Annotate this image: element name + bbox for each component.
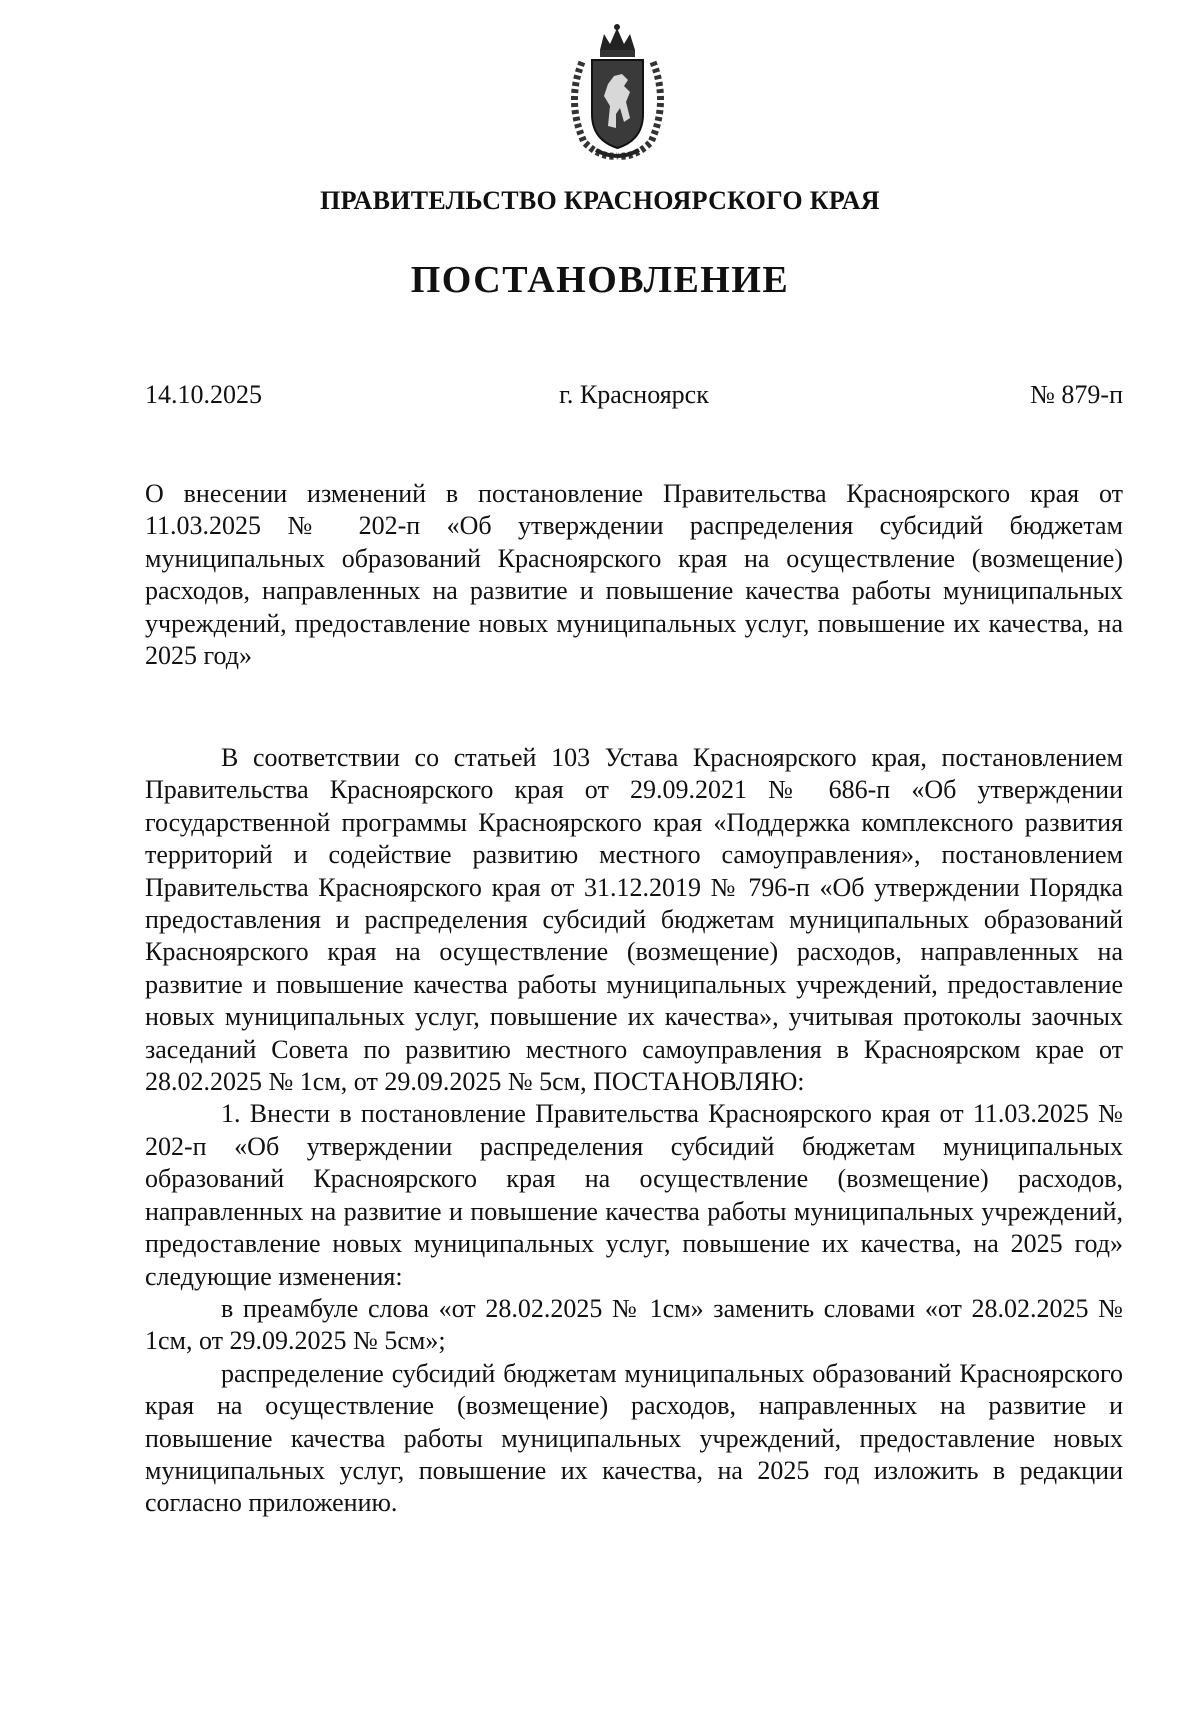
document-subject: О внесении изменений в постановление Правительства Красноярского края от 11.03.2025 № 202-п «Об утверждении распределения субсидий бюджетам муниципальных образований Красноярского края на осуществление (возмещение) расходов, направленных на развитие и повышение качества работы муниципальных учреждений, предоставление новых муниципальных услуг, повышение их качества, на 2025 год» [145,479,1123,671]
organization-title: ПРАВИТЕЛЬСТВО КРАСНОЯРСКОГО КРАЯ [320,186,880,215]
document-number: № 879-п [1030,380,1123,409]
document-meta [145,380,1123,414]
change-2-paragraph: распределение субсидий бюджетам муниципальных образований Красноярского края на осуществление (возмещение) расходов, направленных на развитие и повышение качества работы муниципальных учреждений, предоставление новых муниципальных услуг, повышение их качества, на 2025 год изложить в редакции согласно приложению. [145,1358,1123,1518]
change-1-paragraph: в преамбуле слова «от 28.02.2025 № 1см» заменить словами «от 28.02.2025 № 1см, от 29.09.2025 № 5см»; [145,1293,1123,1356]
preamble-paragraph: В соответствии со статьей 103 Устава Красноярского края, постановлением Правительства Красноярского края от 29.09.2021 № 686-п «Об утверждении государственной программы Красноярского края «Поддержка комплексного развития территорий и содействие развитию местного самоуправления», постановлением Правительства Красноярского края от 31.12.2019 № 796-п «Об утверждении Порядка предоставления и распределения субсидий бюджетам муниципальных образований Красноярского края на осуществление (возмещение) расходов, направленных на развитие и повышение качества работы муниципальных учреждений, предоставление новых муниципальных услуг, повышение их качества», учитывая протоколы заочных заседаний Совета по развитию местного самоуправления в Красноярском крае от 28.02.2025 № 1см, от 29.09.2025 № 5см, ПОСТАНОВЛЯЮ: [145,743,1123,1097]
document-type: ПОСТАНОВЛЕНИЕ [410,259,790,301]
document-date: 14.10.2025 [145,380,262,409]
document-body [145,742,1123,1520]
coat-of-arms-icon [560,22,675,162]
document-city: г. Красноярск [559,380,709,409]
item-1-paragraph: 1. Внести в постановление Правительства Красноярского края от 11.03.2025 № 202-п «Об утверждении распределения субсидий бюджетам муниципальных образований Красноярского края на осуществление (возмещение) расходов, направленных на развитие и повышение качества работы муниципальных учреждений, предоставление новых муниципальных услуг, повышение их качества, на 2025 год» следующие изменения: [145,1099,1123,1291]
